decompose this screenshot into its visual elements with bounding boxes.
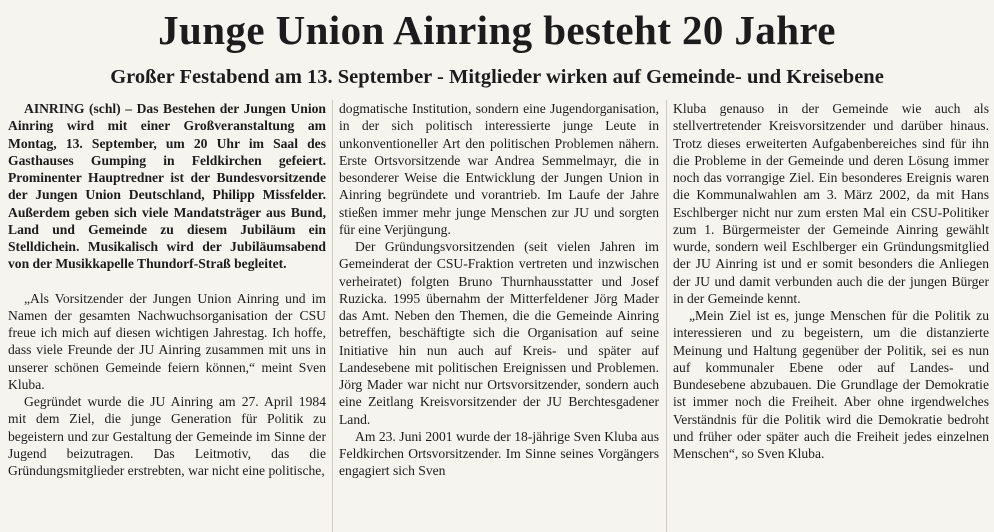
column-divider [332,100,333,532]
body-paragraph: „Mein Ziel ist es, junge Menschen für die Politik zu interessieren und zu begeistern, um die distanzierte Meinung und Haltung gegenüber der Politik, sei es nun auf kommunaler Ebene oder auf Landes- und Bundesebene abzubauen. Die Grundlage der Demokratie ist immer noch die Freiheit. Aber ohne irgendwelches Verständnis für die Politik wird die Demokratie bedroht und früher oder später auch die Freiheit jedes einzelnen Menschen“, so Sven Kluba. [673,308,989,461]
body-paragraph: „Als Vorsitzender der Jungen Union Ainring und im Namen der gesamten Nachwuchsorganisation der CSU freue ich mich auf diesen wichtigen Jahrestag. Ich hoffe, dass viele Freunde der JU Ainring zusammen mit uns in unserer schönen Gemeinde feiern können,“ meint Sven Kluba. [8,290,326,392]
article-column-2 [339,100,659,532]
article-subheadline: Großer Festabend am 13. September - Mitglieder wirken auf Gemeinde- und Kreisebene [110,66,884,88]
body-paragraph: Am 23. Juni 2001 wurde der 18-jährige Sven Kluba aus Feldkirchen Ortsvorsitzender. Im Sinne seines Vorgängers engagiert sich Sven [339,428,659,479]
article-column-1 [8,100,326,532]
column-divider [666,100,667,532]
lead-paragraph: AINRING (schl) – Das Bestehen der Jungen Union Ainring wird mit einer Großveranstaltung am Montag, 13. September, um 20 Uhr im Saal des Gasthauses Gumping in Feldkirchen gefeiert. Prominenter Hauptredner ist der Bundesvorsitzende der Jungen Union Deutschland, Philipp Missfelder. Außerdem geben sich viele Mandatsträger aus Bund, Land und Gemeinde zu diesem Jubiläum ein Stelldichein. Musikalisch wird der Jubiläumsabend von der Musikkapelle Thundorf-Straß begleitet. [8,101,326,272]
body-paragraph: dogmatische Institution, sondern eine Jugendorganisation, in der sich politisch interessierte junge Leute in unkonventioneller Art den politischen Problemen nähern. Erste Ortsvorsitzende war Andrea Semmelmayr, die in besonderer Weise die Entwicklung der Jungen Union in Ainring begründete und vorantrieb. Im Laufe der Jahre stießen immer mehr junge Menschen zur JU und sorgten für eine Verjüngung. [339,101,659,237]
article-headline: Junge Union Ainring besteht 20 Jahre [158,7,836,53]
body-paragraph: Kluba genauso in der Gemeinde wie auch als stellvertretender Kreisvorsitzender und darüber hinaus. Trotz dieses erweiterten Aufgabenbereiches sind für ihn die Probleme in der Gemeinde und deren Lösung immer noch das vorrangige Ziel. Ein besonderes Ereignis waren die Kommunalwahlen am 3. März 2002, da mit Hans Eschlberger nicht nur zum ersten Mal ein CSU-Politiker zum 1. Bürgermeister der Gemeinde Ainring gewählt wurde, sondern weil Eschlberger ein Gründungsmitglied der JU Ainring ist und er somit besonders die Anliegen der JU und damit verbunden auch die der jungen Bürger in der Gemeinde kennt. [673,101,989,306]
body-paragraph: Gegründet wurde die JU Ainring am 27. April 1984 mit dem Ziel, die junge Generation für Politik zu begeistern und zur Gestaltung der Gemeinde im Sinne der Jugend beizutragen. Das Leitmotiv, das die Gründungsmitglieder erstrebten, war nicht eine politische, [8,394,326,478]
article-column-3 [673,100,989,532]
body-paragraph: Der Gründungsvorsitzenden (seit vielen Jahren im Gemeinderat der CSU-Fraktion vertreten und inzwischen verheiratet) folgten Bruno Thurnhausstatter und Josef Ruzicka. 1995 übernahm der Mitterfeldener Jörg Mader das Amt. Neben den Themen, die die Gemeinde Ainring betreffen, beschäftigte sich die Organisation auf seine Initiative hin nun auch auf Kreis- und später auf Landesebene mit politischen Ereignissen und Problemen. Jörg Mader war nicht nur Ortsvorsitzender, sondern auch eine Zeitlang Kreisvorsitzender der JU Berchtesgadener Land. [339,239,659,427]
